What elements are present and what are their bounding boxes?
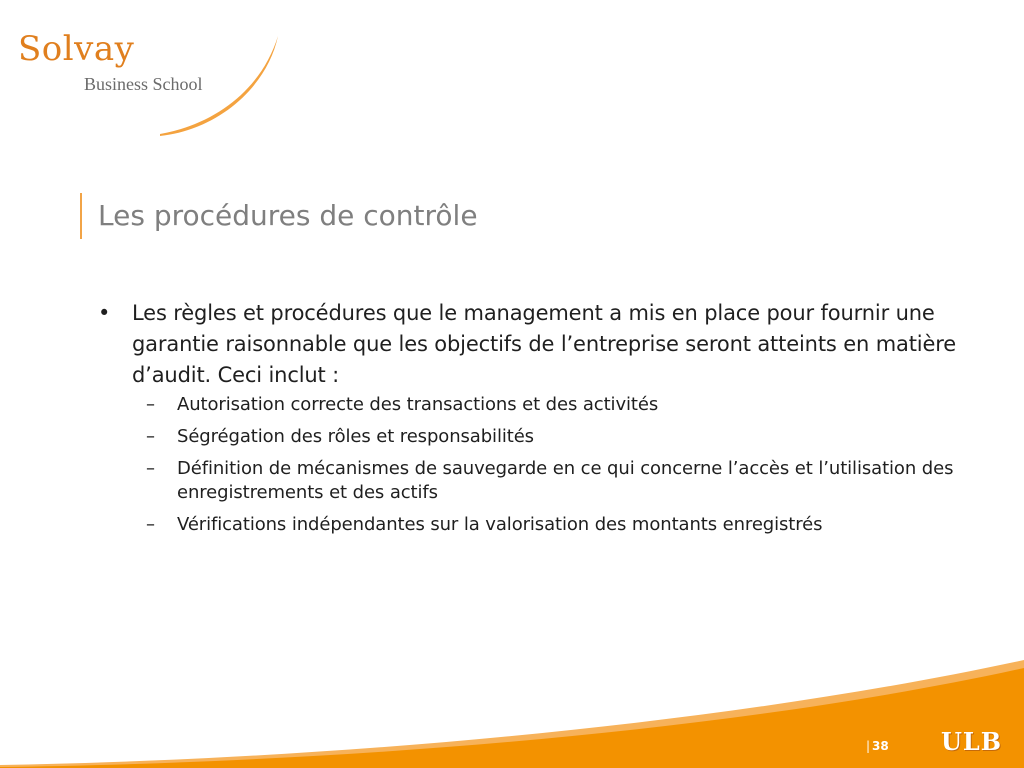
page-separator: | <box>866 739 871 753</box>
dash-icon: – <box>146 394 155 415</box>
logo-name: Solvay <box>18 29 135 69</box>
bullet-icon: • <box>98 301 111 325</box>
sub-bullet-text: Définition de mécanismes de sauvegarde en ce qui concerne l’accès et l’utilisation des enregistrements et des actifs <box>177 458 954 503</box>
ulb-logo: ULB <box>941 727 1003 756</box>
bullet-text: Les règles et procédures que le management a mis en place pour fournir une garantie raisonnable que les objectifs de l’entreprise seront atteints en matière d’audit. Ceci inclut : <box>132 301 957 387</box>
dash-icon: – <box>146 426 155 447</box>
dash-icon: – <box>146 514 155 535</box>
dash-icon: – <box>146 458 155 479</box>
sub-bullet-text: Vérifications indépendantes sur la valorisation des montants enregistrés <box>177 514 823 535</box>
sub-bullet-text: Ségrégation des rôles et responsabilités <box>177 426 534 447</box>
page-number <box>866 740 889 752</box>
sub-bullet-text: Autorisation correcte des transactions et des activités <box>177 394 659 415</box>
page-number-value: 38 <box>872 739 889 753</box>
logo-subtitle: Business School <box>84 74 203 94</box>
slide-title: Les procédures de contrôle <box>98 199 478 232</box>
